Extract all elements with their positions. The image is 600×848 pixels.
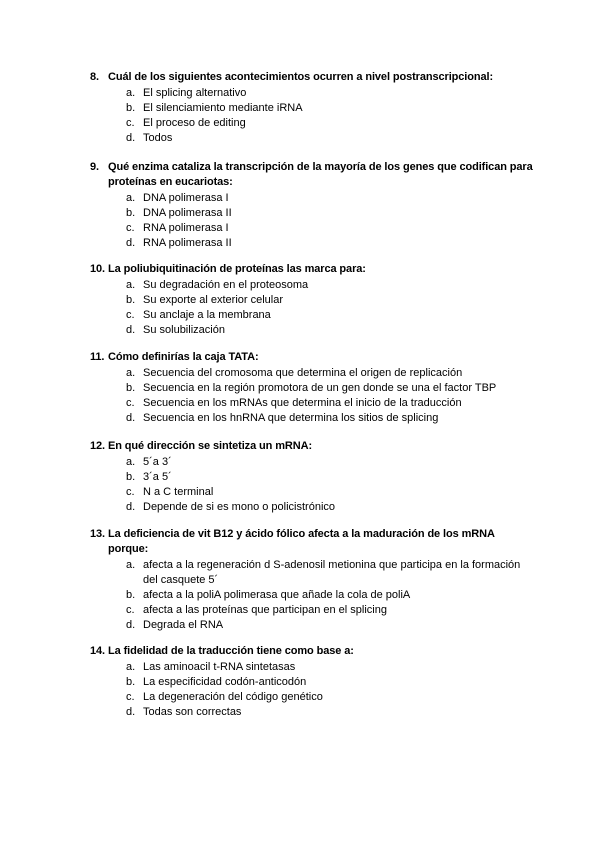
option-letter: b. bbox=[126, 294, 136, 306]
question-number: 14. bbox=[90, 645, 105, 657]
option-text: Degrada el RNA bbox=[143, 619, 224, 631]
option-letter: a. bbox=[126, 661, 136, 673]
option-letter: d. bbox=[126, 501, 136, 513]
option-text: El proceso de editing bbox=[143, 117, 246, 129]
question-text: Qué enzima cataliza la transcripción de la mayoría de los genes que codifican para proteínas en eucariotas: bbox=[108, 161, 533, 188]
option-letter: c. bbox=[126, 222, 135, 234]
option-c bbox=[126, 396, 535, 411]
option-b bbox=[126, 206, 535, 221]
option-a bbox=[126, 366, 535, 381]
option-letter: b. bbox=[126, 676, 136, 688]
option-text: RNA polimerasa I bbox=[143, 222, 229, 234]
option-c bbox=[126, 485, 535, 500]
option-text: afecta a la poliA polimerasa que añade la cola de poliA bbox=[143, 589, 411, 601]
question-11 bbox=[90, 350, 535, 426]
option-letter: d. bbox=[126, 237, 136, 249]
question-title bbox=[90, 350, 535, 365]
option-a bbox=[126, 86, 535, 101]
option-text: Su anclaje a la membrana bbox=[143, 309, 271, 321]
option-text: Su exporte al exterior celular bbox=[143, 294, 284, 306]
question-title bbox=[90, 644, 535, 659]
question-12 bbox=[90, 439, 535, 515]
question-title bbox=[90, 70, 535, 85]
question-13 bbox=[90, 527, 535, 633]
option-a bbox=[126, 278, 535, 293]
option-a bbox=[126, 660, 535, 675]
option-letter: c. bbox=[126, 604, 135, 616]
options-list bbox=[90, 366, 535, 426]
option-a bbox=[126, 191, 535, 206]
option-text: Su degradación en el proteosoma bbox=[143, 279, 309, 291]
option-d bbox=[126, 705, 535, 720]
option-text: Secuencia en los hnRNA que determina los sitios de splicing bbox=[143, 412, 439, 424]
option-b bbox=[126, 588, 535, 603]
option-letter: a. bbox=[126, 559, 136, 571]
option-letter: d. bbox=[126, 706, 136, 718]
option-d bbox=[126, 411, 535, 426]
option-text: Depende de si es mono o policistrónico bbox=[143, 501, 336, 513]
option-letter: b. bbox=[126, 207, 136, 219]
question-text: En qué dirección se sintetiza un mRNA: bbox=[108, 440, 313, 452]
question-title bbox=[90, 439, 535, 454]
options-list bbox=[90, 86, 535, 146]
option-text: Todas son correctas bbox=[143, 706, 242, 718]
option-b bbox=[126, 470, 535, 485]
question-number: 13. bbox=[90, 528, 105, 540]
options-list bbox=[90, 455, 535, 515]
option-text: Secuencia del cromosoma que determina el origen de replicación bbox=[143, 367, 463, 379]
option-text: Secuencia en la región promotora de un gen donde se una el factor TBP bbox=[143, 382, 497, 394]
option-letter: c. bbox=[126, 117, 135, 129]
option-text: afecta a las proteínas que participan en el splicing bbox=[143, 604, 387, 616]
option-text: La especificidad codón-anticodón bbox=[143, 676, 307, 688]
option-letter: b. bbox=[126, 589, 136, 601]
question-8 bbox=[90, 70, 535, 146]
options-list bbox=[90, 558, 535, 633]
option-letter: a. bbox=[126, 87, 136, 99]
question-10 bbox=[90, 262, 535, 338]
option-b bbox=[126, 381, 535, 396]
option-text: Su solubilización bbox=[143, 324, 225, 336]
option-letter: d. bbox=[126, 132, 136, 144]
options-list bbox=[90, 191, 535, 251]
option-text: N a C terminal bbox=[143, 486, 214, 498]
option-b bbox=[126, 293, 535, 308]
option-letter: c. bbox=[126, 486, 135, 498]
option-text: afecta a la regeneración d S-adenosil metionina que participa en la formación del casquete 5´ bbox=[143, 559, 521, 586]
option-a bbox=[126, 455, 535, 470]
question-text: La deficiencia de vit B12 y ácido fólico afecta a la maduración de los mRNA porque: bbox=[108, 528, 495, 555]
question-text: Cuál de los siguientes acontecimientos ocurren a nivel postranscripcional: bbox=[108, 71, 494, 83]
option-letter: a. bbox=[126, 279, 136, 291]
option-c bbox=[126, 116, 535, 131]
option-letter: c. bbox=[126, 691, 135, 703]
question-text: La fidelidad de la traducción tiene como base a: bbox=[108, 645, 354, 657]
question-number: 8. bbox=[90, 71, 99, 83]
option-c bbox=[126, 308, 535, 323]
question-number: 10. bbox=[90, 263, 105, 275]
option-letter: d. bbox=[126, 412, 136, 424]
option-text: Secuencia en los mRNAs que determina el inicio de la traducción bbox=[143, 397, 462, 409]
option-text: RNA polimerasa II bbox=[143, 237, 232, 249]
question-title bbox=[90, 160, 535, 190]
question-text: Cómo definirías la caja TATA: bbox=[108, 351, 259, 363]
option-letter: a. bbox=[126, 367, 136, 379]
option-text: DNA polimerasa I bbox=[143, 192, 229, 204]
option-d bbox=[126, 618, 535, 633]
option-text: El splicing alternativo bbox=[143, 87, 247, 99]
option-letter: c. bbox=[126, 309, 135, 321]
options-list bbox=[90, 278, 535, 338]
option-c bbox=[126, 690, 535, 705]
option-text: La degeneración del código genético bbox=[143, 691, 323, 703]
option-letter: a. bbox=[126, 192, 136, 204]
option-c bbox=[126, 603, 535, 618]
question-number: 9. bbox=[90, 161, 99, 173]
options-list bbox=[90, 660, 535, 720]
option-text: El silenciamiento mediante iRNA bbox=[143, 102, 303, 114]
question-14 bbox=[90, 644, 535, 720]
option-text: 5´a 3´ bbox=[143, 456, 172, 468]
option-d bbox=[126, 236, 535, 251]
option-letter: b. bbox=[126, 102, 136, 114]
question-title bbox=[90, 262, 535, 277]
option-text: 3´a 5´ bbox=[143, 471, 172, 483]
question-text: La poliubiquitinación de proteínas las marca para: bbox=[108, 263, 366, 275]
question-number: 12. bbox=[90, 440, 105, 452]
option-letter: b. bbox=[126, 382, 136, 394]
option-a bbox=[126, 558, 535, 588]
option-letter: a. bbox=[126, 456, 136, 468]
question-9 bbox=[90, 160, 535, 251]
option-letter: d. bbox=[126, 324, 136, 336]
option-c bbox=[126, 221, 535, 236]
option-d bbox=[126, 500, 535, 515]
option-b bbox=[126, 101, 535, 116]
option-b bbox=[126, 675, 535, 690]
option-letter: d. bbox=[126, 619, 136, 631]
option-letter: b. bbox=[126, 471, 136, 483]
option-text: Todos bbox=[143, 132, 173, 144]
option-letter: c. bbox=[126, 397, 135, 409]
question-title bbox=[90, 527, 535, 557]
option-d bbox=[126, 323, 535, 338]
option-text: Las aminoacil t-RNA sintetasas bbox=[143, 661, 296, 673]
option-text: DNA polimerasa II bbox=[143, 207, 232, 219]
option-d bbox=[126, 131, 535, 146]
question-number: 11. bbox=[90, 351, 105, 363]
